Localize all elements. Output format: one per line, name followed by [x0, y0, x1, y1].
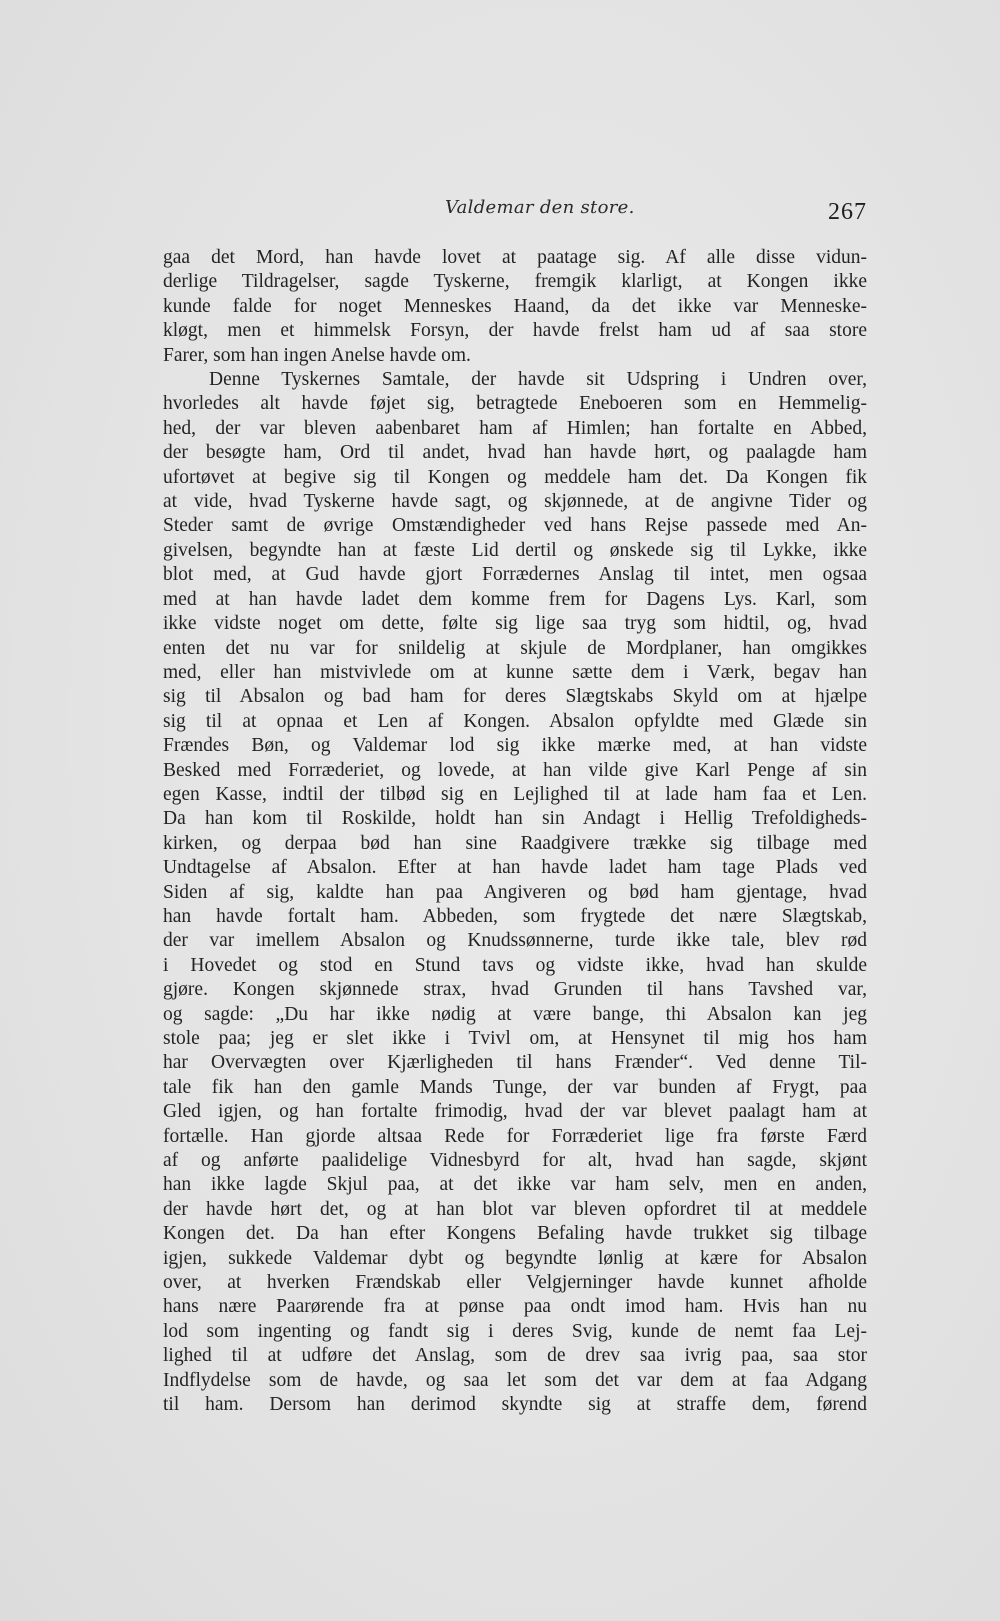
text-line: Gled igjen, og han fortalte frimodig, hvad der var blevet paalagt ham at [163, 1101, 867, 1123]
text-line: der besøgte ham, Ord til andet, hvad han havde hørt, og paalagde ham [163, 442, 867, 464]
text-line: Denne Tyskernes Samtale, der havde sit Udspring i Undren over, [209, 369, 867, 391]
text-line: igjen, sukkede Valdemar dybt og begyndte lønlig at kære for Absalon [163, 1247, 867, 1269]
text-line: Besked med Forræderiet, og lovede, at han vilde give Karl Penge af sin [163, 759, 867, 781]
text-line: af og anførte paalidelige Vidnesbyrd for alt, hvad han sagde, skjønt [163, 1150, 867, 1172]
text-line: til ham. Dersom han derimod skyndte sig at straffe dem, førend [163, 1394, 867, 1416]
text-line: over, at hverken Frændskab eller Velgjerninger havde kunnet afholde [163, 1272, 867, 1294]
text-line: gaa det Mord, han havde lovet at paatage sig. Af alle disse vidun- [163, 247, 867, 268]
text-line: der havde hørt det, og at han blot var bleven opfordret til at meddele [163, 1198, 867, 1220]
text-line: stole paa; jeg er slet ikke i Tvivl om, at Hensynet til mig hos ham [163, 1028, 867, 1049]
text-line: har Overvægten over Kjærligheden til hans Frænder“. Ved denne Til- [163, 1052, 867, 1074]
text-line: Indflydelse som de havde, og saa let som det var dem at faa Adgang [163, 1369, 867, 1391]
running-title: Valdemar den store. [445, 197, 635, 218]
text-line: med, eller han mistvivlede om at kunne sætte dem i Værk, begav han [163, 661, 867, 683]
text-line: hed, der var bleven aabenbaret ham af Himlen; han fortalte en Abbed, [163, 417, 867, 439]
text-line: derlige Tildragelser, sagde Tyskerne, fremgik klarligt, at Kongen ikke [163, 271, 867, 293]
page-header [163, 197, 867, 229]
text-line: fortælle. Han gjorde altsaa Rede for Forræderiet lige fra første Færd [163, 1125, 867, 1147]
text-line: kunde falde for noget Menneskes Haand, da det ikke var Menneske- [163, 295, 867, 317]
text-line: at vide, hvad Tyskerne havde sagt, og skjønnede, at de angivne Tider og [163, 491, 867, 513]
text-line: kløgt, men et himmelsk Forsyn, der havde frelst ham ud af saa store [163, 320, 867, 342]
text-line: Undtagelse af Absalon. Efter at han havde ladet ham tage Plads ved [163, 857, 867, 879]
text-line: Steder samt de øvrige Omstændigheder ved hans Rejse passede med An- [163, 515, 867, 537]
text-line: Da han kom til Roskilde, holdt han sin Andagt i Hellig Trefoldigheds- [163, 808, 867, 830]
text-line: tale fik han den gamle Mands Tunge, der var bunden af Frygt, paa [163, 1076, 867, 1098]
text-line: Kongen det. Da han efter Kongens Befaling havde trukket sig tilbage [163, 1223, 867, 1245]
text-line: egen Kasse, indtil der tilbød sig en Lejlighed til at lade ham faa et Len. [163, 783, 867, 805]
page-number: 267 [828, 199, 867, 225]
text-line: Frændes Bøn, og Valdemar lod sig ikke mærke med, at han vidste [163, 735, 867, 757]
text-line: Farer, som han ingen Anelse havde om. [163, 344, 471, 366]
body-text [163, 246, 867, 1418]
text-line: hvorledes alt havde føjet sig, betragtede Eneboeren som en Hemmelig- [163, 393, 867, 415]
text-line: der var imellem Absalon og Knudssønnerne, turde ikke tale, blev rød [163, 930, 867, 952]
text-line: givelsen, begyndte han at fæste Lid dertil og ønskede sig til Lykke, ikke [163, 539, 867, 561]
text-line: lod som ingenting og fandt sig i deres Svig, kunde de nemt faa Lej- [163, 1320, 867, 1342]
text-line: sig til Absalon og bad ham for deres Slægtskabs Skyld om at hjælpe [163, 686, 867, 708]
text-line: enten det nu var for snildelig at skjule de Mordplaner, han omgikkes [163, 637, 867, 659]
text-line: Siden af sig, kaldte han paa Angiveren og bød ham gjentage, hvad [163, 881, 867, 903]
text-line: ikke vidste noget om dette, følte sig lige saa tryg som hidtil, og, hvad [163, 613, 867, 635]
text-line: blot med, at Gud havde gjort Forrædernes Anslag til intet, men ogsaa [163, 564, 867, 586]
text-line: han havde fortalt ham. Abbeden, som frygtede det nære Slægtskab, [163, 905, 867, 927]
text-line: med at han havde ladet dem komme frem for Dagens Lys. Karl, som [163, 588, 867, 610]
text-line: og sagde: „Du har ikke nødig at være bange, thi Absalon kan jeg [163, 1003, 867, 1025]
text-line: ufortøvet at begive sig til Kongen og meddele ham det. Da Kongen fik [163, 466, 867, 488]
text-line: han ikke lagde Skjul paa, at det ikke var ham selv, men en anden, [163, 1174, 867, 1196]
text-line: hans nære Paarørende fra at pønse paa ondt imod ham. Hvis han nu [163, 1296, 867, 1318]
text-line: kirken, og derpaa bød han sine Raadgivere trække sig tilbage med [163, 832, 867, 854]
text-line: i Hovedet og stod en Stund tavs og vidste ikke, hvad han skulde [163, 954, 867, 976]
text-line: gjøre. Kongen skjønnede strax, hvad Grunden til hans Tavshed var, [163, 979, 867, 1001]
text-line: lighed til at udføre det Anslag, som de drev saa ivrig paa, saa stor [163, 1345, 867, 1367]
text-line: sig til at opnaa et Len af Kongen. Absalon opfyldte med Glæde sin [163, 710, 867, 732]
